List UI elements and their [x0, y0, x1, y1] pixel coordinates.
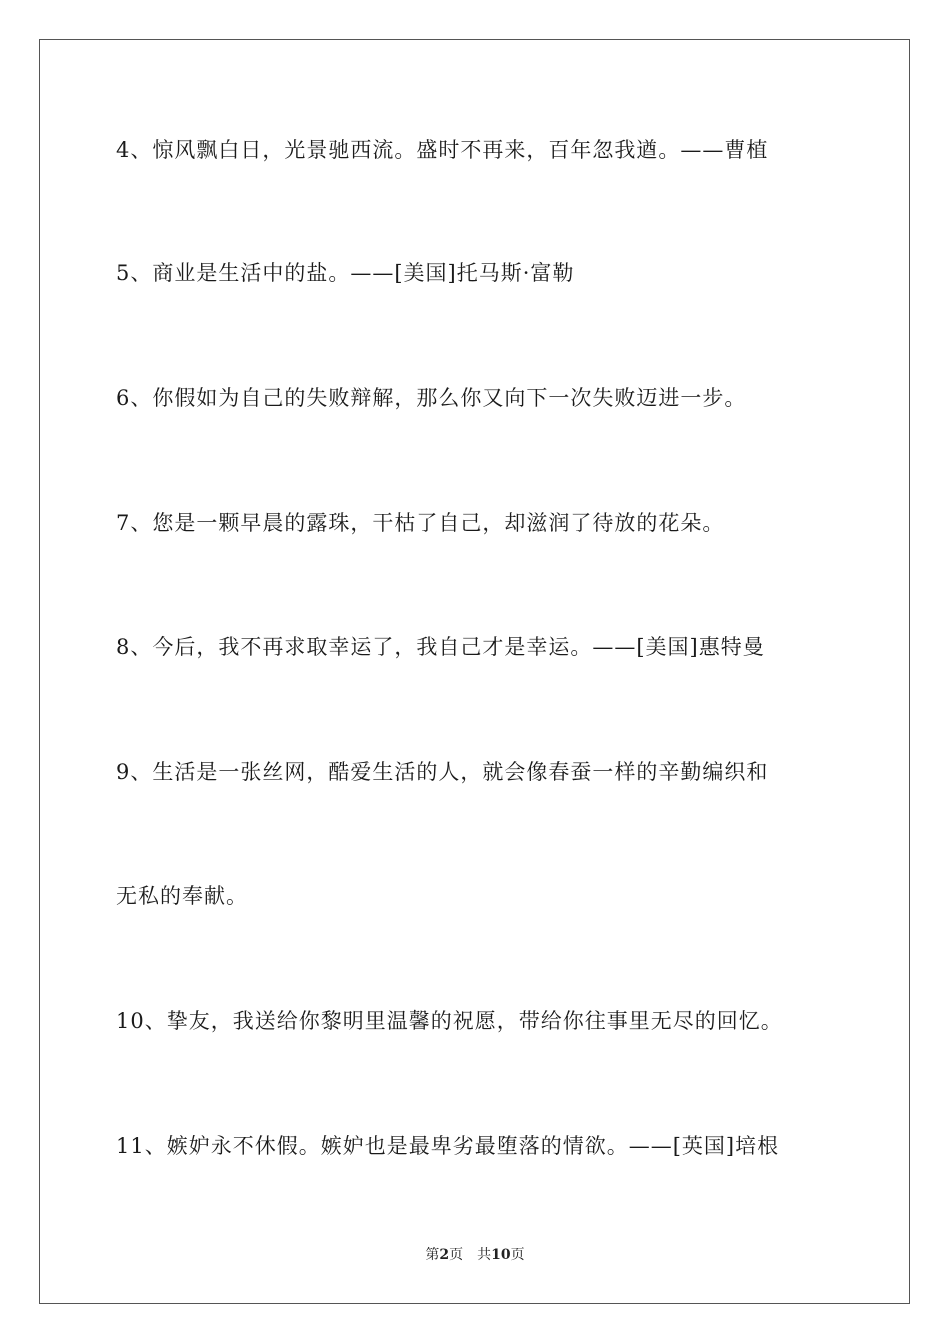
quote-line-4: 4、惊风飘白日，光景驰西流。盛时不再来，百年忽我遒。——曹植 — [116, 138, 769, 162]
footer-page-prefix: 第 — [425, 1247, 440, 1263]
footer-total-number: 10 — [491, 1247, 511, 1263]
page-footer — [0, 1245, 950, 1265]
quote-line-11: 11、嫉妒永不休假。嫉妒也是最卑劣最堕落的情欲。——[英国]培根 — [116, 1134, 780, 1158]
quote-line-7: 7、您是一颗早晨的露珠，干枯了自己，却滋润了待放的花朵。 — [116, 511, 725, 535]
quote-line-9: 9、生活是一张丝网，酷爱生活的人，就会像春蚕一样的辛勤编织和 — [116, 760, 769, 784]
footer-total-suffix: 页 — [510, 1247, 525, 1263]
quote-line-9-continued: 无私的奉献。 — [116, 884, 248, 908]
footer-page-suffix: 页 — [449, 1247, 464, 1263]
quote-line-8: 8、今后，我不再求取幸运了，我自己才是幸运。——[美国]惠特曼 — [116, 635, 765, 659]
quote-line-10: 10、挚友，我送给你黎明里温馨的祝愿，带给你往事里无尽的回忆。 — [116, 1009, 783, 1033]
page-border — [39, 39, 910, 1304]
footer-total-prefix: 共 — [477, 1247, 492, 1263]
quote-line-5: 5、商业是生活中的盐。——[美国]托马斯·富勒 — [116, 261, 575, 285]
quote-line-6: 6、你假如为自己的失败辩解，那么你又向下一次失败迈进一步。 — [116, 386, 747, 410]
footer-page-number: 2 — [439, 1247, 450, 1263]
